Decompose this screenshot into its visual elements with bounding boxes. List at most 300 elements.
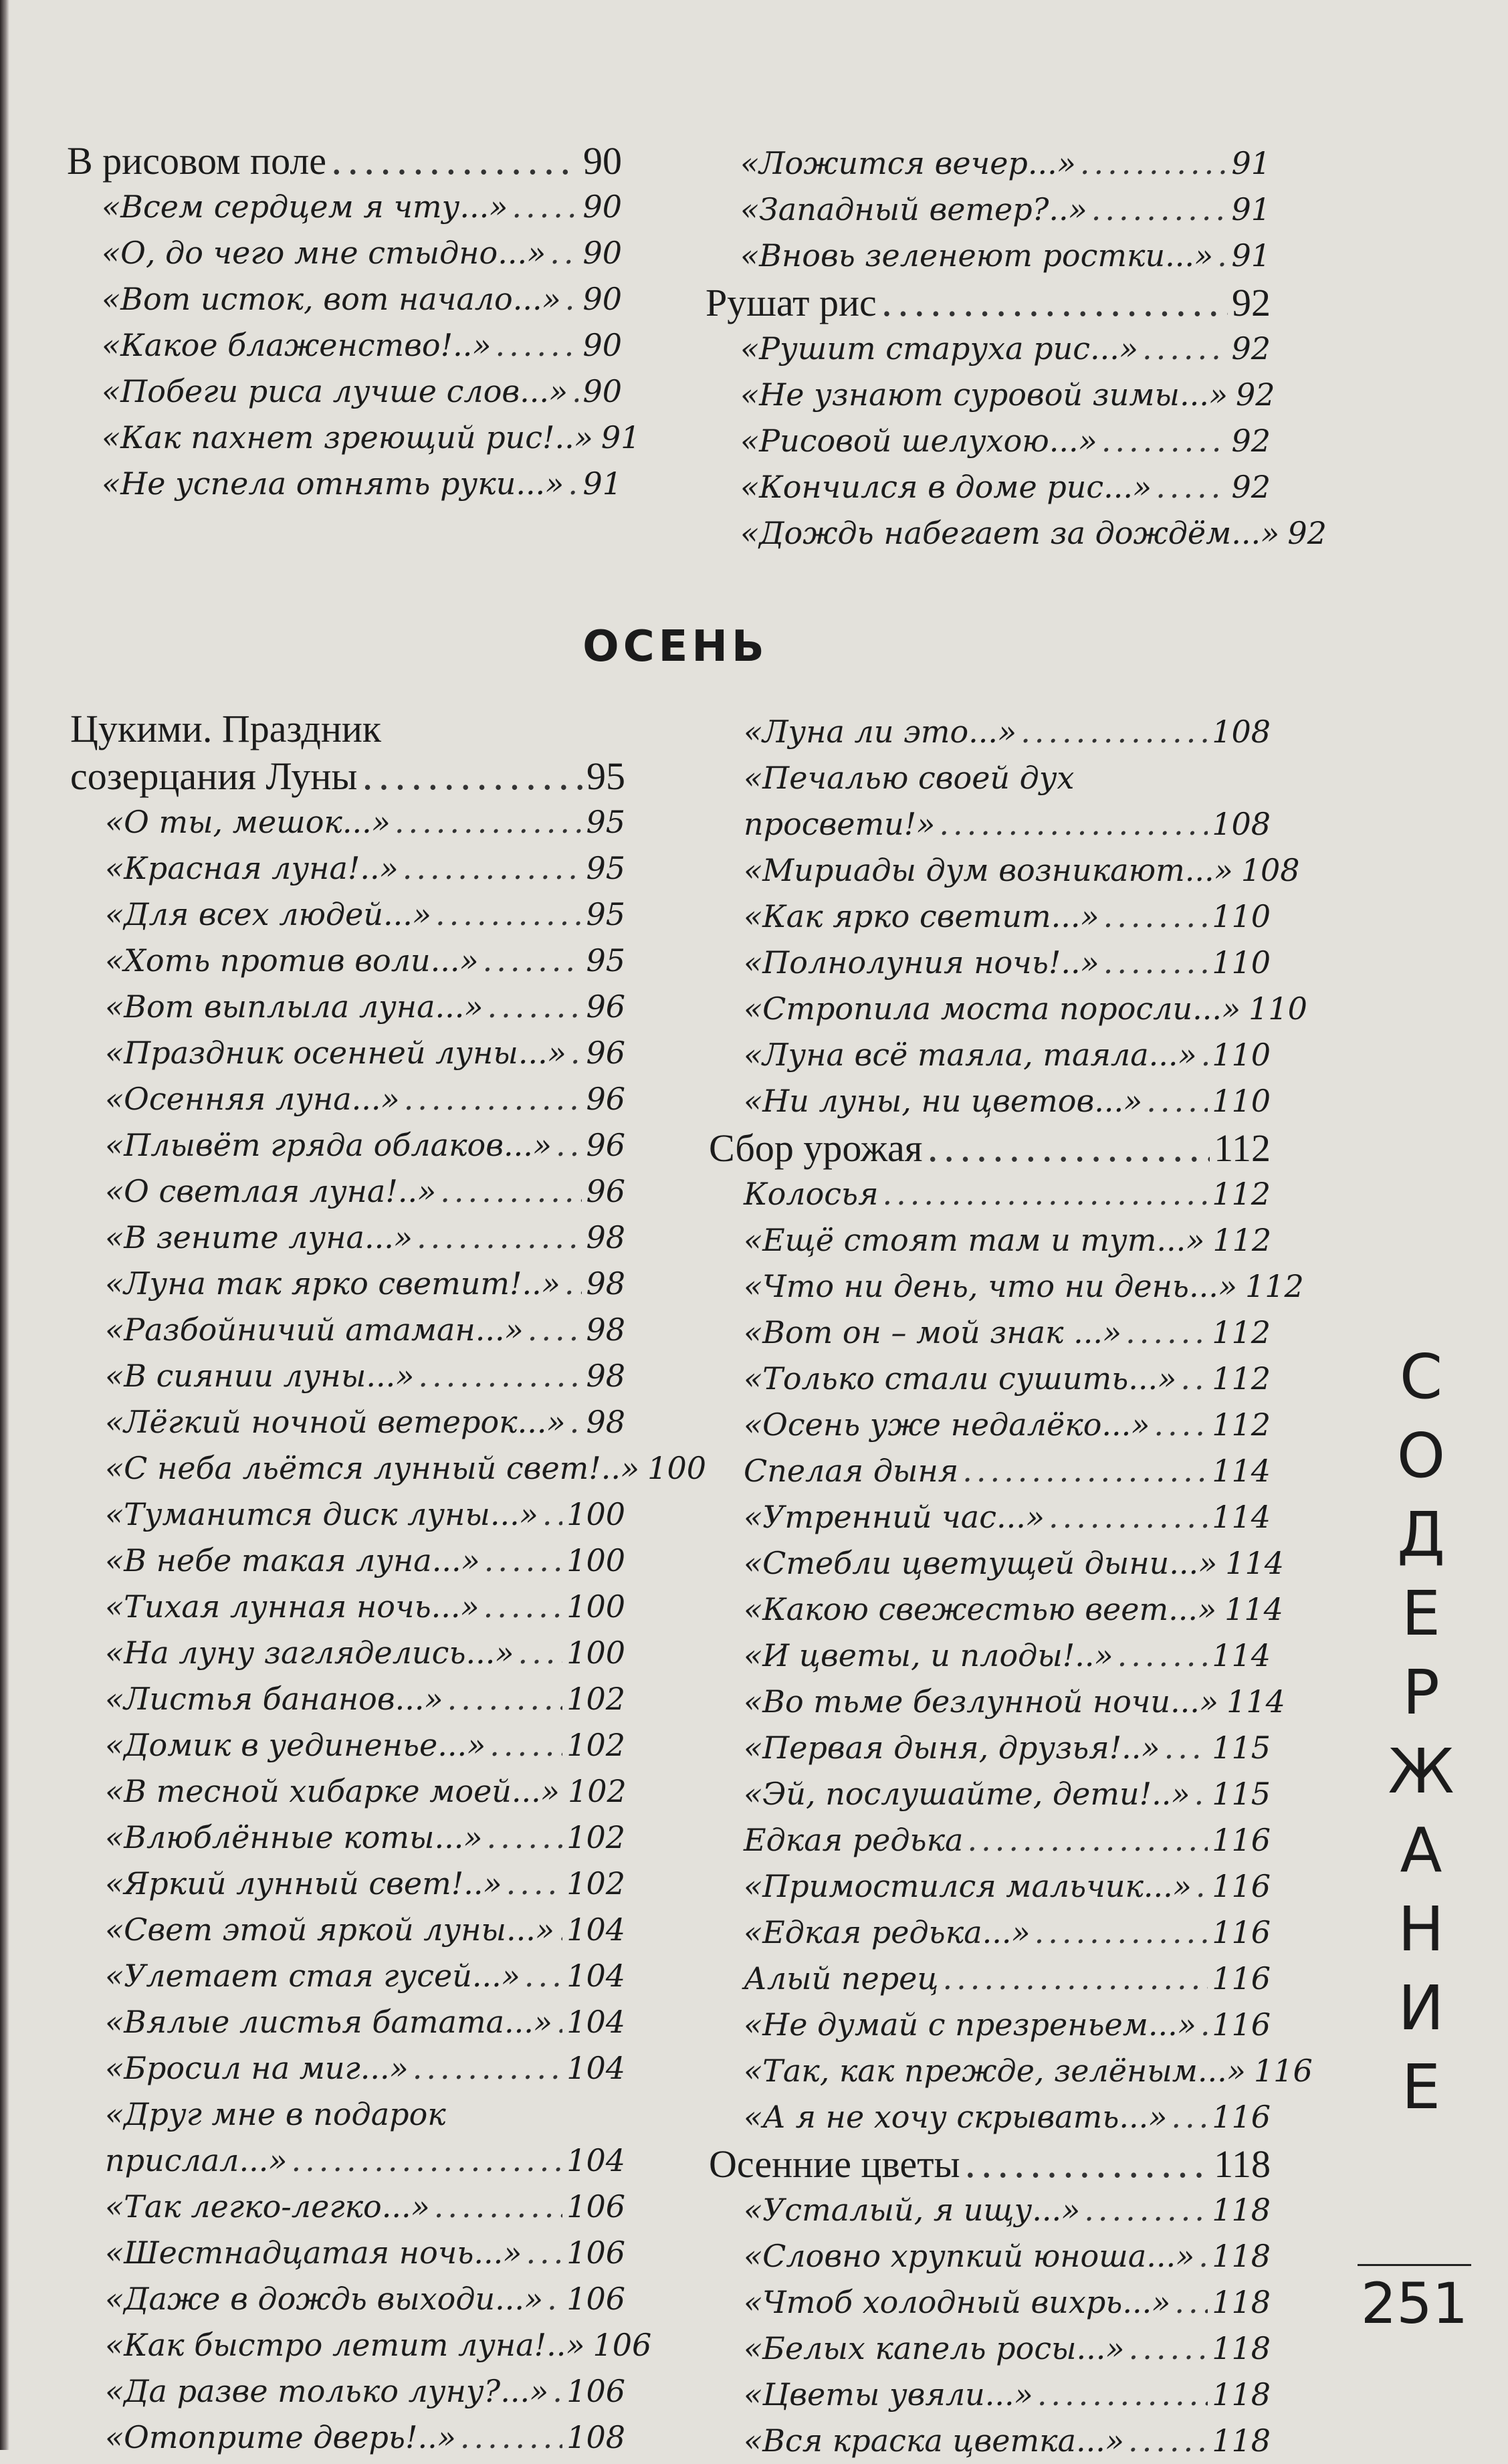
toc-entry[interactable] bbox=[67, 415, 641, 461]
page-ref: 100 bbox=[566, 1588, 625, 1625]
entry-title: «Домик в уединенье...» bbox=[105, 1727, 486, 1763]
dot-leader bbox=[488, 984, 582, 1030]
entry-title: «Разбойничий атаман...» bbox=[105, 1312, 524, 1348]
page-ref: 108 bbox=[1212, 806, 1271, 842]
page-ref: 116 bbox=[1212, 1868, 1271, 1904]
page-ref: 98 bbox=[586, 1404, 625, 1440]
entry-title: «Влюблённые коты...» bbox=[105, 1819, 483, 1855]
heading-title: В рисовом поле bbox=[67, 139, 327, 183]
entry-title: «Словно хрупкий юноша...» bbox=[744, 2238, 1195, 2274]
toc-entry[interactable] bbox=[709, 2326, 1271, 2372]
heading-title: Осенние цветы bbox=[709, 2142, 960, 2186]
page-ref: 112 bbox=[1212, 1407, 1271, 1443]
entry-title: «Не успела отнять руки...» bbox=[102, 466, 564, 502]
toc-entry[interactable] bbox=[709, 2048, 1313, 2094]
page-ref: 102 bbox=[566, 1819, 625, 1855]
entry-title: «Плывёт гряда облаков...» bbox=[105, 1127, 552, 1163]
vertical-title-letter: С bbox=[1399, 1341, 1443, 1413]
toc-entry[interactable] bbox=[709, 1494, 1271, 1540]
page-ref: 100 bbox=[566, 1635, 625, 1671]
dot-leader bbox=[1154, 1402, 1208, 1448]
entry-title: «Стропила моста поросли...» bbox=[744, 991, 1241, 1027]
page-ref: 90 bbox=[582, 235, 622, 271]
dot-leader bbox=[1194, 1771, 1208, 1817]
page-ref: 92 bbox=[1231, 469, 1271, 505]
page-ref: 114 bbox=[1225, 1545, 1285, 1581]
toc-entry[interactable] bbox=[70, 1815, 625, 1861]
toc-entry[interactable] bbox=[70, 892, 625, 938]
toc-entry[interactable] bbox=[709, 1910, 1271, 1956]
toc-entry[interactable] bbox=[709, 709, 1271, 755]
toc-entry[interactable] bbox=[709, 1771, 1271, 1817]
entry-title: «Вот исток, вот начало...» bbox=[102, 281, 561, 317]
toc-entry[interactable] bbox=[70, 2368, 625, 2415]
vertical-title-letter: Е bbox=[1401, 1578, 1441, 1649]
page-ref: 112 bbox=[1245, 1268, 1304, 1304]
entry-title: «Первая дыня, друзья!..» bbox=[744, 1730, 1160, 1766]
toc-entry[interactable] bbox=[709, 1402, 1271, 1448]
toc-entry[interactable] bbox=[706, 326, 1271, 372]
dot-leader bbox=[1164, 1725, 1208, 1771]
entry-title: «С неба льётся лунный свет!..» bbox=[105, 1450, 640, 1486]
page-ref: 110 bbox=[1212, 944, 1271, 981]
dot-leader bbox=[1217, 233, 1227, 279]
entry-title: «Не узнают суровой зимы...» bbox=[740, 377, 1228, 413]
toc-entry[interactable] bbox=[709, 2372, 1271, 2418]
entry-title: «Что ни день, что ни день...» bbox=[744, 1268, 1237, 1304]
entry-title: «Кончился в доме рис...» bbox=[740, 469, 1152, 505]
page-ref: 91 bbox=[582, 466, 622, 502]
page-ref: 102 bbox=[566, 1727, 625, 1763]
page-ref: 114 bbox=[1224, 1591, 1283, 1627]
page-ref: 92 bbox=[1231, 423, 1271, 459]
toc-entry[interactable] bbox=[70, 2322, 652, 2368]
dot-leader bbox=[417, 1215, 582, 1261]
toc-entry[interactable] bbox=[70, 2138, 625, 2184]
dot-leader bbox=[1180, 1356, 1208, 1402]
dot-leader bbox=[556, 1999, 562, 2045]
entry-title: «Мириады дум возникают...» bbox=[744, 852, 1233, 888]
dot-leader bbox=[403, 845, 582, 892]
page-ref: 90 bbox=[582, 281, 622, 317]
entry-title: «Как ярко светит...» bbox=[744, 898, 1099, 934]
entry-title: «Дождь набегает за дождём...» bbox=[740, 515, 1280, 551]
page-ref: 106 bbox=[566, 2188, 625, 2225]
toc-entry[interactable] bbox=[709, 1586, 1283, 1633]
toc-entry[interactable] bbox=[709, 2279, 1271, 2326]
toc-entry[interactable] bbox=[70, 984, 625, 1030]
toc-entry[interactable] bbox=[706, 418, 1271, 464]
dot-leader bbox=[547, 2276, 562, 2322]
entry-title: «Утренний час...» bbox=[744, 1499, 1045, 1535]
toc-heading[interactable] bbox=[706, 279, 1271, 326]
page-ref: 95 bbox=[586, 850, 625, 886]
dot-leader bbox=[1101, 418, 1228, 464]
entry-title: «Вот он – мой знак ...» bbox=[744, 1314, 1122, 1350]
entry-title: «Листья бананов...» bbox=[105, 1681, 443, 1717]
page-ref: 112 bbox=[1212, 1176, 1271, 1212]
toc-entry[interactable] bbox=[67, 276, 622, 322]
entry-title: «Западный ветер?..» bbox=[740, 191, 1087, 227]
page-ref: 110 bbox=[1212, 1083, 1271, 1119]
toc-entry[interactable] bbox=[709, 801, 1271, 847]
dot-leader bbox=[572, 369, 578, 415]
toc-heading[interactable] bbox=[709, 1124, 1271, 1171]
page-ref: 91 bbox=[601, 419, 641, 455]
page-ref: 104 bbox=[566, 1912, 625, 1948]
page-number-rule bbox=[1358, 2264, 1471, 2266]
page-ref: 112 bbox=[1212, 1360, 1271, 1397]
dot-leader bbox=[881, 279, 1228, 326]
page-ref: 116 bbox=[1212, 2007, 1271, 2043]
toc-entry[interactable] bbox=[709, 1171, 1271, 1217]
toc-entry[interactable] bbox=[709, 1540, 1285, 1586]
dot-leader bbox=[1198, 2233, 1208, 2279]
toc-entry[interactable] bbox=[70, 1076, 625, 1122]
page-ref: 112 bbox=[1212, 1222, 1272, 1258]
dot-leader bbox=[361, 752, 582, 799]
vertical-title-letter: Ж bbox=[1388, 1736, 1455, 1807]
page-ref: 104 bbox=[566, 2050, 625, 2086]
entry-title: «Рисовой шелухою...» bbox=[740, 423, 1097, 459]
entry-title: просвети!» bbox=[744, 806, 936, 842]
toc-entry[interactable] bbox=[709, 1956, 1271, 2002]
toc-entry[interactable] bbox=[709, 986, 1307, 1032]
page-ref: 106 bbox=[593, 2327, 652, 2363]
dot-leader bbox=[883, 1171, 1208, 1217]
toc-entry[interactable] bbox=[70, 1630, 625, 1676]
page-ref: 100 bbox=[566, 1496, 625, 1532]
entry-title: «А я не хочу скрывать...» bbox=[744, 2099, 1168, 2135]
toc-entry[interactable] bbox=[67, 461, 622, 507]
entry-title: «Усталый, я ищу...» bbox=[744, 2192, 1081, 2228]
page-ref: 96 bbox=[586, 1081, 625, 1117]
entry-title: «Яркий лунный свет!..» bbox=[105, 1865, 502, 1902]
dot-leader bbox=[1171, 2094, 1208, 2140]
dot-leader bbox=[1020, 709, 1208, 755]
vertical-title-letter: Д bbox=[1397, 1499, 1445, 1570]
dot-leader bbox=[926, 1124, 1210, 1171]
toc-entry[interactable] bbox=[67, 230, 622, 276]
vertical-title-letter: И bbox=[1398, 1972, 1444, 2044]
entry-title: «Так легко-легко...» bbox=[105, 2188, 430, 2225]
toc-entry[interactable] bbox=[709, 1863, 1271, 1910]
entry-title: «Ещё стоят там и тут...» bbox=[744, 1222, 1205, 1258]
toc-entry[interactable] bbox=[70, 799, 625, 845]
toc-entry[interactable] bbox=[706, 140, 1271, 187]
dot-leader bbox=[447, 1676, 563, 1722]
entry-title: Алый перец bbox=[744, 1960, 939, 1996]
page-ref: 116 bbox=[1212, 1822, 1271, 1858]
toc-top-left bbox=[67, 137, 641, 507]
dot-leader bbox=[939, 801, 1208, 847]
toc-entry[interactable] bbox=[709, 1817, 1271, 1863]
toc-entry[interactable] bbox=[70, 1861, 625, 1907]
entry-title: «Белых капель росы...» bbox=[744, 2330, 1125, 2366]
page-edge bbox=[0, 0, 9, 2450]
entry-title: «Чтоб холодный вихрь...» bbox=[744, 2284, 1171, 2320]
toc-entry[interactable] bbox=[70, 1122, 625, 1168]
dot-leader bbox=[1103, 894, 1208, 940]
toc-entry[interactable] bbox=[709, 2418, 1271, 2464]
entry-title: Колосья bbox=[744, 1176, 879, 1212]
toc-entry[interactable] bbox=[70, 1168, 625, 1215]
page-ref: 118 bbox=[1212, 2330, 1271, 2366]
entry-title: «Луна так ярко светит!..» bbox=[105, 1265, 560, 1302]
dot-leader bbox=[568, 461, 578, 507]
dot-leader bbox=[565, 276, 579, 322]
entry-title: «Какое блаженство!..» bbox=[102, 327, 492, 363]
toc-entry[interactable] bbox=[709, 940, 1271, 986]
page-ref: 118 bbox=[1212, 2284, 1271, 2320]
entry-title: «Да разве только луну?...» bbox=[105, 2373, 549, 2409]
dot-leader bbox=[570, 1399, 582, 1445]
page-ref: 91 bbox=[1231, 237, 1271, 274]
dot-leader bbox=[1201, 1032, 1208, 1078]
entry-title: «Вся краска цветка...» bbox=[744, 2423, 1125, 2459]
page-ref: 91 bbox=[1231, 145, 1271, 181]
entry-title: «Луна ли это...» bbox=[744, 714, 1017, 750]
page-ref: 104 bbox=[566, 1958, 625, 1994]
entry-title: «Как быстро летит луна!..» bbox=[105, 2327, 585, 2363]
dot-leader bbox=[1035, 1910, 1208, 1956]
toc-entry[interactable] bbox=[709, 1448, 1271, 1494]
entry-title: «Осенняя луна...» bbox=[105, 1081, 400, 1117]
page-ref: 106 bbox=[566, 2281, 625, 2317]
page-ref: 110 bbox=[1212, 1037, 1271, 1073]
entry-title: «Бросил на миг...» bbox=[105, 2050, 409, 2086]
toc-entry[interactable] bbox=[70, 938, 625, 984]
toc-entry[interactable] bbox=[709, 1217, 1271, 1263]
dot-leader bbox=[1128, 2418, 1208, 2464]
entry-title: «Для всех людей...» bbox=[105, 896, 432, 932]
dot-leader bbox=[1117, 1633, 1208, 1679]
heading-title: Рушат рис bbox=[706, 281, 877, 324]
toc-entry[interactable] bbox=[70, 1907, 625, 1953]
dot-leader bbox=[460, 2415, 562, 2461]
entry-title: «В небе такая луна...» bbox=[105, 1542, 480, 1578]
toc-entry[interactable] bbox=[70, 2184, 625, 2230]
entry-title: «Только стали сушить...» bbox=[744, 1360, 1177, 1397]
entry-title: «Туманится диск луны...» bbox=[105, 1496, 538, 1532]
dot-leader bbox=[1080, 140, 1228, 187]
toc-entry[interactable] bbox=[67, 184, 622, 230]
entry-title: «Шестнадцатая ночь...» bbox=[105, 2235, 522, 2271]
toc-entry[interactable] bbox=[709, 1032, 1271, 1078]
page-ref: 106 bbox=[566, 2373, 625, 2409]
dot-leader bbox=[484, 1538, 562, 1584]
toc-entry[interactable] bbox=[70, 1030, 625, 1076]
toc-entry[interactable] bbox=[709, 1078, 1271, 1124]
page-ref: 118 bbox=[1212, 2376, 1271, 2412]
toc-entry[interactable] bbox=[70, 1215, 625, 1261]
toc-entry[interactable] bbox=[70, 1399, 625, 1445]
page-ref: 110 bbox=[1249, 991, 1307, 1027]
toc-entry[interactable] bbox=[709, 847, 1300, 894]
toc-heading[interactable] bbox=[70, 752, 625, 799]
entry-title: «Даже в дождь выходи...» bbox=[105, 2281, 544, 2317]
vertical-title-letter: А bbox=[1400, 1815, 1442, 1886]
page-ref: 104 bbox=[566, 2004, 625, 2040]
entry-title: «И цветы, и плоды!..» bbox=[744, 1637, 1113, 1673]
toc-entry[interactable] bbox=[706, 233, 1271, 279]
page-ref: 114 bbox=[1212, 1453, 1271, 1489]
page-ref: 90 bbox=[582, 373, 622, 409]
dot-leader bbox=[524, 1953, 562, 1999]
toc-entry[interactable] bbox=[70, 1722, 625, 1768]
page-ref: 92 bbox=[1232, 281, 1271, 324]
entry-title: «Как пахнет зреющий рис!..» bbox=[102, 419, 593, 455]
dot-leader bbox=[440, 1168, 582, 1215]
entry-title: «Вновь зеленеют ростки...» bbox=[740, 237, 1214, 274]
page-ref: 114 bbox=[1212, 1499, 1271, 1535]
toc-entry[interactable] bbox=[709, 2094, 1271, 2140]
toc-entry[interactable] bbox=[67, 322, 622, 369]
entry-title: «О ты, мешок...» bbox=[105, 804, 391, 840]
page-ref: 90 bbox=[582, 327, 622, 363]
wrapped-entry-line: «Друг мне в подарок bbox=[105, 2096, 446, 2132]
dot-leader bbox=[404, 1076, 582, 1122]
dot-leader bbox=[1174, 2279, 1208, 2326]
dot-leader bbox=[556, 1122, 582, 1168]
toc-top-right bbox=[706, 140, 1327, 556]
dot-leader bbox=[518, 1630, 563, 1676]
toc-entry[interactable] bbox=[67, 369, 622, 415]
toc-entry[interactable] bbox=[709, 1725, 1271, 1771]
page-ref: 104 bbox=[566, 2142, 625, 2178]
entry-title: «Полнолуния ночь!..» bbox=[744, 944, 1099, 981]
toc-entry[interactable] bbox=[70, 1768, 625, 1815]
page-ref: 102 bbox=[566, 1865, 625, 1902]
dot-leader bbox=[1091, 187, 1228, 233]
toc-entry[interactable] bbox=[70, 845, 625, 892]
vertical-title-letter: Р bbox=[1402, 1657, 1440, 1728]
page-ref: 116 bbox=[1212, 1914, 1271, 1950]
toc-heading[interactable] bbox=[709, 2140, 1271, 2187]
toc-entry[interactable] bbox=[706, 464, 1271, 510]
toc-entry[interactable] bbox=[709, 2187, 1271, 2233]
toc-entry[interactable] bbox=[709, 1263, 1304, 1310]
dot-leader bbox=[512, 184, 578, 230]
entry-title: «Эй, послушайте, дети!..» bbox=[744, 1776, 1190, 1812]
toc-entry[interactable] bbox=[709, 1679, 1285, 1725]
toc-entry[interactable] bbox=[709, 1356, 1271, 1402]
toc-entry[interactable] bbox=[709, 2002, 1271, 2048]
toc-entry[interactable] bbox=[706, 510, 1327, 556]
toc-entry[interactable] bbox=[70, 1445, 706, 1492]
dot-leader bbox=[330, 137, 579, 184]
toc-entry[interactable] bbox=[70, 1999, 625, 2045]
entry-title: «Праздник осенней луны...» bbox=[105, 1035, 566, 1071]
entry-title: «Лёгкий ночной ветерок...» bbox=[105, 1404, 566, 1440]
page-ref: 102 bbox=[567, 1773, 627, 1809]
toc-entry[interactable] bbox=[709, 2233, 1271, 2279]
entry-title: «В тесной хибарке моей...» bbox=[105, 1773, 560, 1809]
toc-entry[interactable] bbox=[70, 1584, 625, 1630]
toc-entry[interactable] bbox=[70, 1261, 625, 1307]
toc-heading[interactable] bbox=[67, 137, 622, 184]
entry-title: «Цветы увяли...» bbox=[744, 2376, 1033, 2412]
toc-entry[interactable] bbox=[706, 372, 1275, 418]
page-ref: 90 bbox=[583, 139, 622, 183]
dot-leader bbox=[1125, 1310, 1208, 1356]
toc-entry[interactable] bbox=[70, 1307, 625, 1353]
entry-title: «Едкая редька...» bbox=[744, 1914, 1031, 1950]
dot-leader bbox=[1200, 2002, 1208, 2048]
page-ref: 114 bbox=[1212, 1637, 1271, 1673]
entry-title: «Во тьме безлунной ночи...» bbox=[744, 1683, 1219, 1720]
dot-leader bbox=[1129, 2326, 1208, 2372]
dot-leader bbox=[496, 322, 579, 369]
page-ref: 98 bbox=[586, 1219, 625, 1255]
page-ref: 98 bbox=[586, 1265, 625, 1302]
entry-title: «Ни луны, ни цветов...» bbox=[744, 1083, 1143, 1119]
page-ref: 108 bbox=[1212, 714, 1271, 750]
dot-leader bbox=[490, 1722, 562, 1768]
page-number: 251 bbox=[1360, 2271, 1469, 2336]
toc-entry[interactable] bbox=[70, 1538, 625, 1584]
vertical-title-letter: О bbox=[1396, 1420, 1446, 1492]
page-ref: 116 bbox=[1253, 2053, 1313, 2089]
dot-leader bbox=[395, 799, 582, 845]
dot-leader bbox=[1156, 464, 1227, 510]
toc-entry[interactable] bbox=[70, 1353, 625, 1399]
toc-entry[interactable] bbox=[709, 1310, 1271, 1356]
toc-entry[interactable] bbox=[709, 1633, 1271, 1679]
page-ref: 95 bbox=[586, 754, 625, 798]
dot-leader bbox=[1037, 2372, 1208, 2418]
entry-title: Спелая дыня bbox=[744, 1453, 959, 1489]
page-ref: 91 bbox=[1231, 191, 1271, 227]
dot-leader bbox=[964, 2140, 1210, 2187]
page-ref: 100 bbox=[566, 1542, 625, 1578]
page-ref: 106 bbox=[566, 2235, 625, 2271]
dot-leader bbox=[291, 2138, 562, 2184]
toc-entry[interactable] bbox=[70, 2230, 625, 2276]
entry-title: «Осень уже недалёко...» bbox=[744, 1407, 1150, 1443]
entry-title: Едкая редька bbox=[744, 1822, 964, 1858]
toc-left-column bbox=[70, 706, 706, 2461]
toc-entry[interactable] bbox=[70, 2045, 625, 2091]
toc-entry[interactable] bbox=[70, 2276, 625, 2322]
heading-title: созерцания Луны bbox=[70, 754, 358, 798]
dot-leader bbox=[487, 1815, 563, 1861]
entry-title: «Не думай с презреньем...» bbox=[744, 2007, 1196, 2043]
page-ref: 112 bbox=[1214, 1126, 1271, 1170]
page-ref: 100 bbox=[647, 1450, 706, 1486]
dot-leader bbox=[564, 1261, 582, 1307]
dot-leader bbox=[962, 1448, 1208, 1494]
toc-entry[interactable] bbox=[70, 2415, 625, 2461]
toc-entry[interactable] bbox=[706, 187, 1271, 233]
dot-leader bbox=[550, 230, 578, 276]
section-title: ОСЕНЬ bbox=[582, 622, 768, 672]
toc-entry[interactable] bbox=[70, 1676, 625, 1722]
entry-title: «О светлая луна!..» bbox=[105, 1173, 437, 1209]
page-ref: 96 bbox=[586, 1035, 625, 1071]
page-ref: 95 bbox=[586, 942, 625, 979]
page-ref: 118 bbox=[1212, 2192, 1271, 2228]
entry-title: «Рушит старуха рис...» bbox=[740, 330, 1138, 367]
toc-entry[interactable] bbox=[70, 1953, 625, 1999]
dot-leader bbox=[483, 1584, 563, 1630]
toc-entry[interactable] bbox=[70, 1492, 625, 1538]
entry-title: «Какою свежестью веет...» bbox=[744, 1591, 1217, 1627]
heading-line: Цукими. Праздник bbox=[70, 707, 382, 750]
toc-entry[interactable] bbox=[709, 894, 1271, 940]
wrapped-entry-line: «Печалью своей дух bbox=[744, 760, 1075, 796]
entry-title: «В зените луна...» bbox=[105, 1219, 413, 1255]
